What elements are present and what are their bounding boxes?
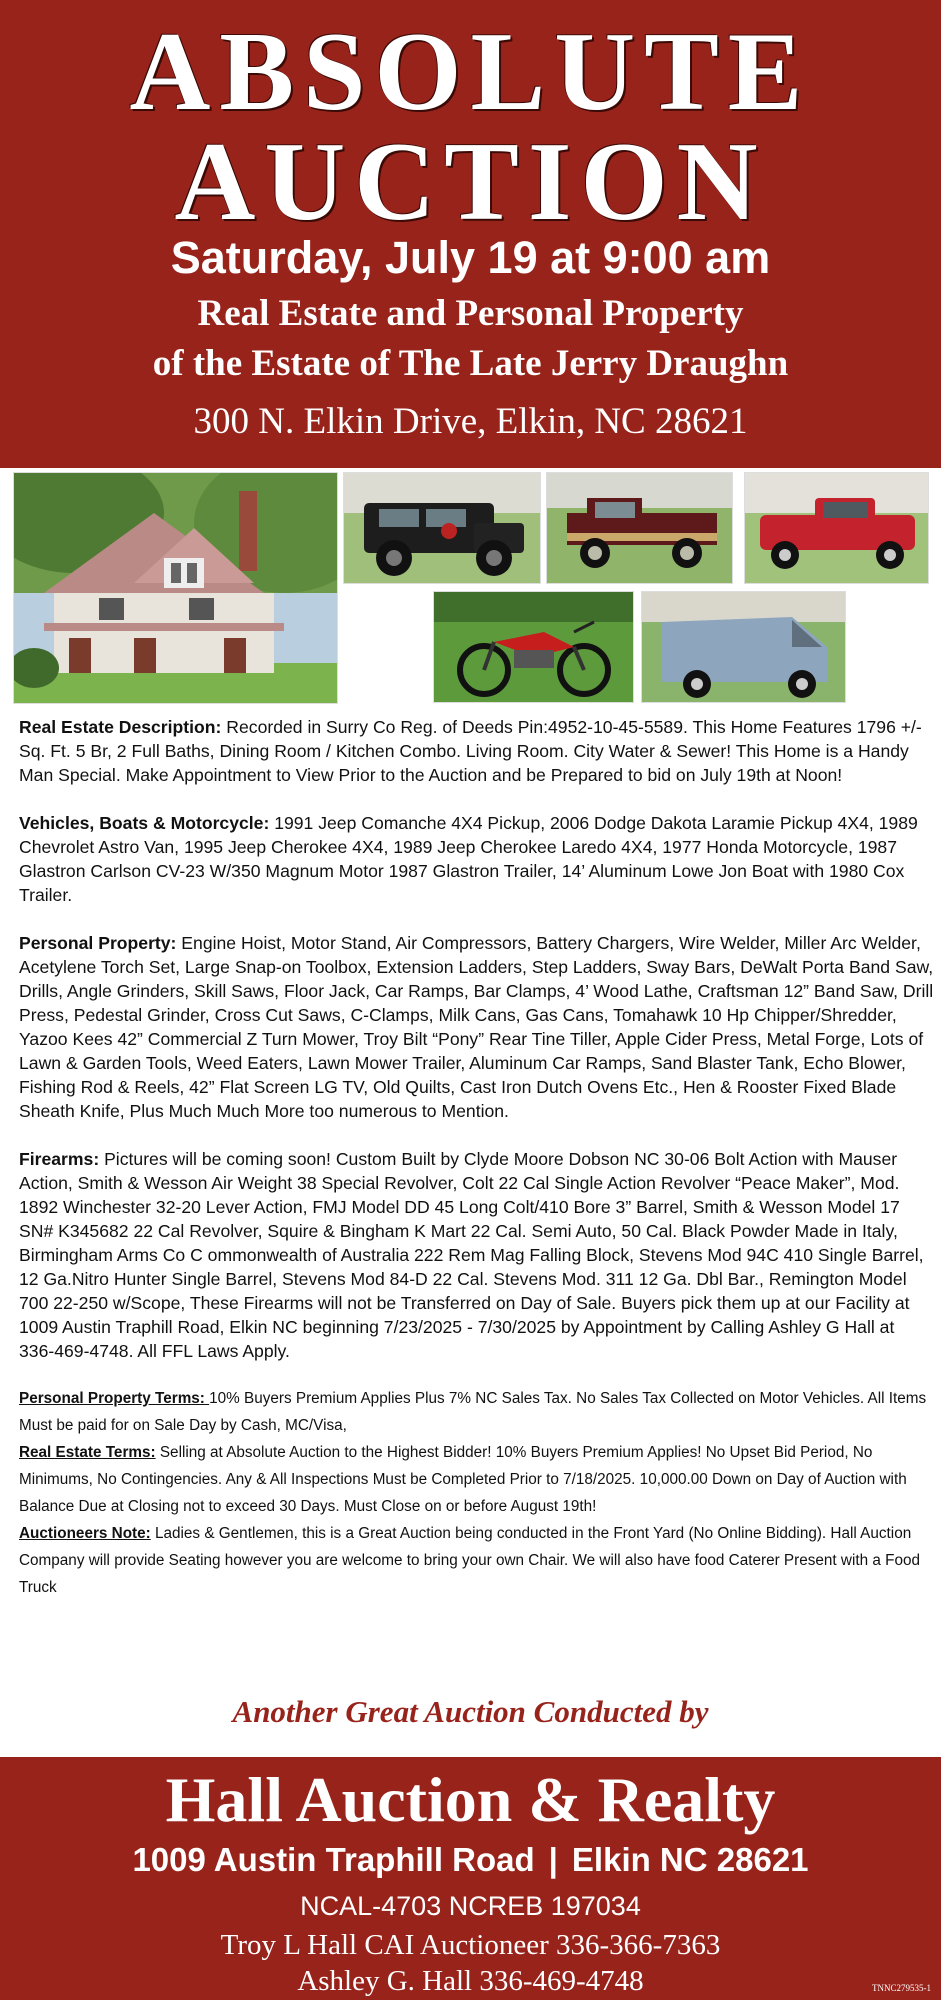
personal-property-label: Personal Property: bbox=[19, 933, 177, 953]
ad-code: TNNC279535-1 bbox=[872, 1983, 931, 1993]
real-estate-label: Real Estate Description: bbox=[19, 717, 222, 737]
blue-van-image bbox=[642, 592, 846, 703]
real-estate-description bbox=[19, 715, 934, 787]
red-pickup-image bbox=[745, 473, 929, 584]
personal-property-terms bbox=[19, 1385, 934, 1439]
vehicles-label: Vehicles, Boats & Motorcycle: bbox=[19, 813, 270, 833]
terms-section bbox=[19, 1385, 934, 1601]
red-motorcycle-photo bbox=[433, 591, 634, 703]
property-address: 300 N. Elkin Drive, Elkin, NC 28621 bbox=[193, 401, 748, 442]
house-image bbox=[14, 473, 338, 704]
vehicles-section bbox=[19, 811, 934, 907]
real-estate-terms bbox=[19, 1439, 934, 1520]
house-photo bbox=[13, 472, 338, 704]
black-jeep-photo bbox=[343, 472, 541, 584]
company-street: 1009 Austin Traphill Road bbox=[132, 1841, 535, 1878]
vehicles-text: 1991 Jeep Comanche 4X4 Pickup, 2006 Dodge Dakota Laramie Pickup 4X4, 1989 Chevrolet Astro Van, 1995 Jeep Cherokee 4X4, 1989 Jeep Cherokee Laredo 4X4, 1977 Honda Motorcycle, 1987 Glastron Carlson CV-23 W/350 Magnum Motor 1987 Glastron Trailer, 14’ Aluminum Lowe Jon Boat with 1980 Cox Trailer. bbox=[19, 813, 918, 905]
personal-terms-label: Personal Property Terms: bbox=[19, 1390, 210, 1407]
footer-banner bbox=[0, 1757, 941, 2000]
note-label: Auctioneers Note: bbox=[19, 1525, 151, 1542]
personal-property-text: Engine Hoist, Motor Stand, Air Compressors, Battery Chargers, Wire Welder, Miller Arc Welder, Acetylene Torch Set, Large Snap-on Toolbox, Extension Ladders, Step Ladders, Sway Bars, DeWalt Porta Band Saw, Drills, Angle Grinders, Skill Saws, Floor Jack, Car Ramps, Bar Clamps, 4’ Wood Lathe, Craftsman 12” Band Saw, Drill Press, Pedestal Grinder, Cross Cut Saws, C-Clamps, Milk Cans, Gas Cans, Tomahawk 10 Hp Chipper/Shredder, Yazoo Kees 42” Commercial Z Turn Mower, Troy Bilt “Pony” Rear Tine Tiller, Apple Cider Press, Metal Forge, Lots of Lawn & Garden Tools, Weed Eaters, Lawn Mower Trailer, Aluminum Car Ramps, Sand Blaster Tank, Echo Blower, Fishing Rod & Reels, 42” Flat Screen LG TV, Old Quilts, Cast Iron Dutch Ovens Etc., Hen & Rooster Fixed Blade Sheath Knife, Plus Much Much More too numerous to Mention. bbox=[19, 933, 934, 1121]
real-estate-text: Recorded in Surry Co Reg. of Deeds Pin:4952-10-45-5589. This Home Features 1796 +/- Sq. Ft. 5 Br, 2 Full Baths, Dining Room / Kitchen Combo. Living Room. City Water & Sewer! This Home is a Handy Man Special. Make Appointment to View Prior to the Auction and be Prepared to bid on July 19th at Noon! bbox=[19, 717, 922, 785]
troy-contact: Troy L Hall CAI Auctioneer 336-366-7363 bbox=[220, 1929, 721, 1961]
conducted-by-tagline: Another Great Auction Conducted by bbox=[232, 1694, 709, 1729]
personal-property-section bbox=[19, 931, 934, 1123]
auctioneers-note bbox=[19, 1520, 934, 1601]
firearms-section bbox=[19, 1147, 934, 1363]
listing-body bbox=[19, 715, 934, 1601]
firearms-label: Firearms: bbox=[19, 1149, 100, 1169]
blue-van-photo bbox=[641, 591, 846, 703]
ashley-contact: Ashley G. Hall 336-469-4748 bbox=[297, 1965, 644, 1997]
black-jeep-image bbox=[344, 473, 541, 584]
headline-absolute: ABSOLUTE bbox=[129, 10, 812, 134]
photo-gallery bbox=[0, 468, 941, 708]
address-separator: | bbox=[548, 1841, 558, 1878]
subtitle-line-1: Real Estate and Personal Property bbox=[197, 293, 744, 334]
personal-terms-text: 10% Buyers Premium Applies Plus 7% NC Sales Tax. No Sales Tax Collected on Motor Vehicles. All Items Must be paid for on Sale Day by Cash, MC/Visa, bbox=[19, 1390, 927, 1434]
note-text: Ladies & Gentlemen, this is a Great Auction being conducted in the Front Yard (No Online Bidding). Hall Auction Company will provide Seating however you are welcome to bring your own Chair. We will also have food Caterer Present with a Food Truck bbox=[19, 1525, 920, 1596]
real-terms-label: Real Estate Terms: bbox=[19, 1444, 156, 1461]
company-name: Hall Auction & Realty bbox=[165, 1764, 776, 1835]
header-banner bbox=[0, 0, 941, 468]
license-numbers: NCAL-4703 NCREB 197034 bbox=[300, 1891, 641, 1921]
red-jeep-pickup-image bbox=[547, 473, 733, 584]
red-motorcycle-image bbox=[434, 592, 634, 703]
subtitle-line-2: of the Estate of The Late Jerry Draughn bbox=[152, 343, 789, 384]
firearms-text: Pictures will be coming soon! Custom Built by Clyde Moore Dobson NC 30-06 Bolt Action with Mauser Action, Smith & Wesson Air Weight 38 Special Revolver, Colt 22 Cal Single Action Revolver “Peace Maker”, Mod. 1892 Winchester 32-20 Lever Action, FMJ Model DD 45 Long Colt/410 Bore 3” Barrel, Smith & Wesson Model 17 SN# K345682 22 Cal Revolver, Squire & Bingham K Mart 22 Cal. Semi Auto, 50 Cal. Black Powder Made in Italy, Birmingham Arms Co C ommonwealth of Australia 222 Rem Mag Falling Block, Stevens Mod 94C 410 Single Barrel, 12 Ga.Nitro Hunter Single Barrel, Stevens Mod 84-D 22 Cal. Stevens Mod. 311 12 Ga. Dbl Bar., Remington Model 700 22-250 w/Scope, These Firearms will not be Transferred on Day of Sale. Buyers pick them up at our Facility at 1009 Austin Traphill Road, Elkin NC beginning 7/23/2025 - 7/30/2025 by Appointment by Calling Ashley G Hall at 336-469-4748. All FFL Laws Apply. bbox=[19, 1149, 924, 1361]
red-jeep-pickup-photo bbox=[546, 472, 733, 584]
auction-date: Saturday, July 19 at 9:00 am bbox=[170, 232, 771, 283]
company-address bbox=[0, 1841, 941, 1879]
red-pickup-photo bbox=[744, 472, 929, 584]
real-terms-text: Selling at Absolute Auction to the Highest Bidder! 10% Buyers Premium Applies! No Upset Bid Period, No Minimums, No Contingencies. Any & All Inspections Must be Completed Prior to 7/18/2025. 10,000.00 Down on Day of Auction with Balance Due at Closing not to exceed 30 Days. Must Close on or before August 19th! bbox=[19, 1444, 907, 1515]
headline-auction: AUCTION bbox=[174, 120, 767, 244]
company-city: Elkin NC 28621 bbox=[571, 1841, 809, 1878]
